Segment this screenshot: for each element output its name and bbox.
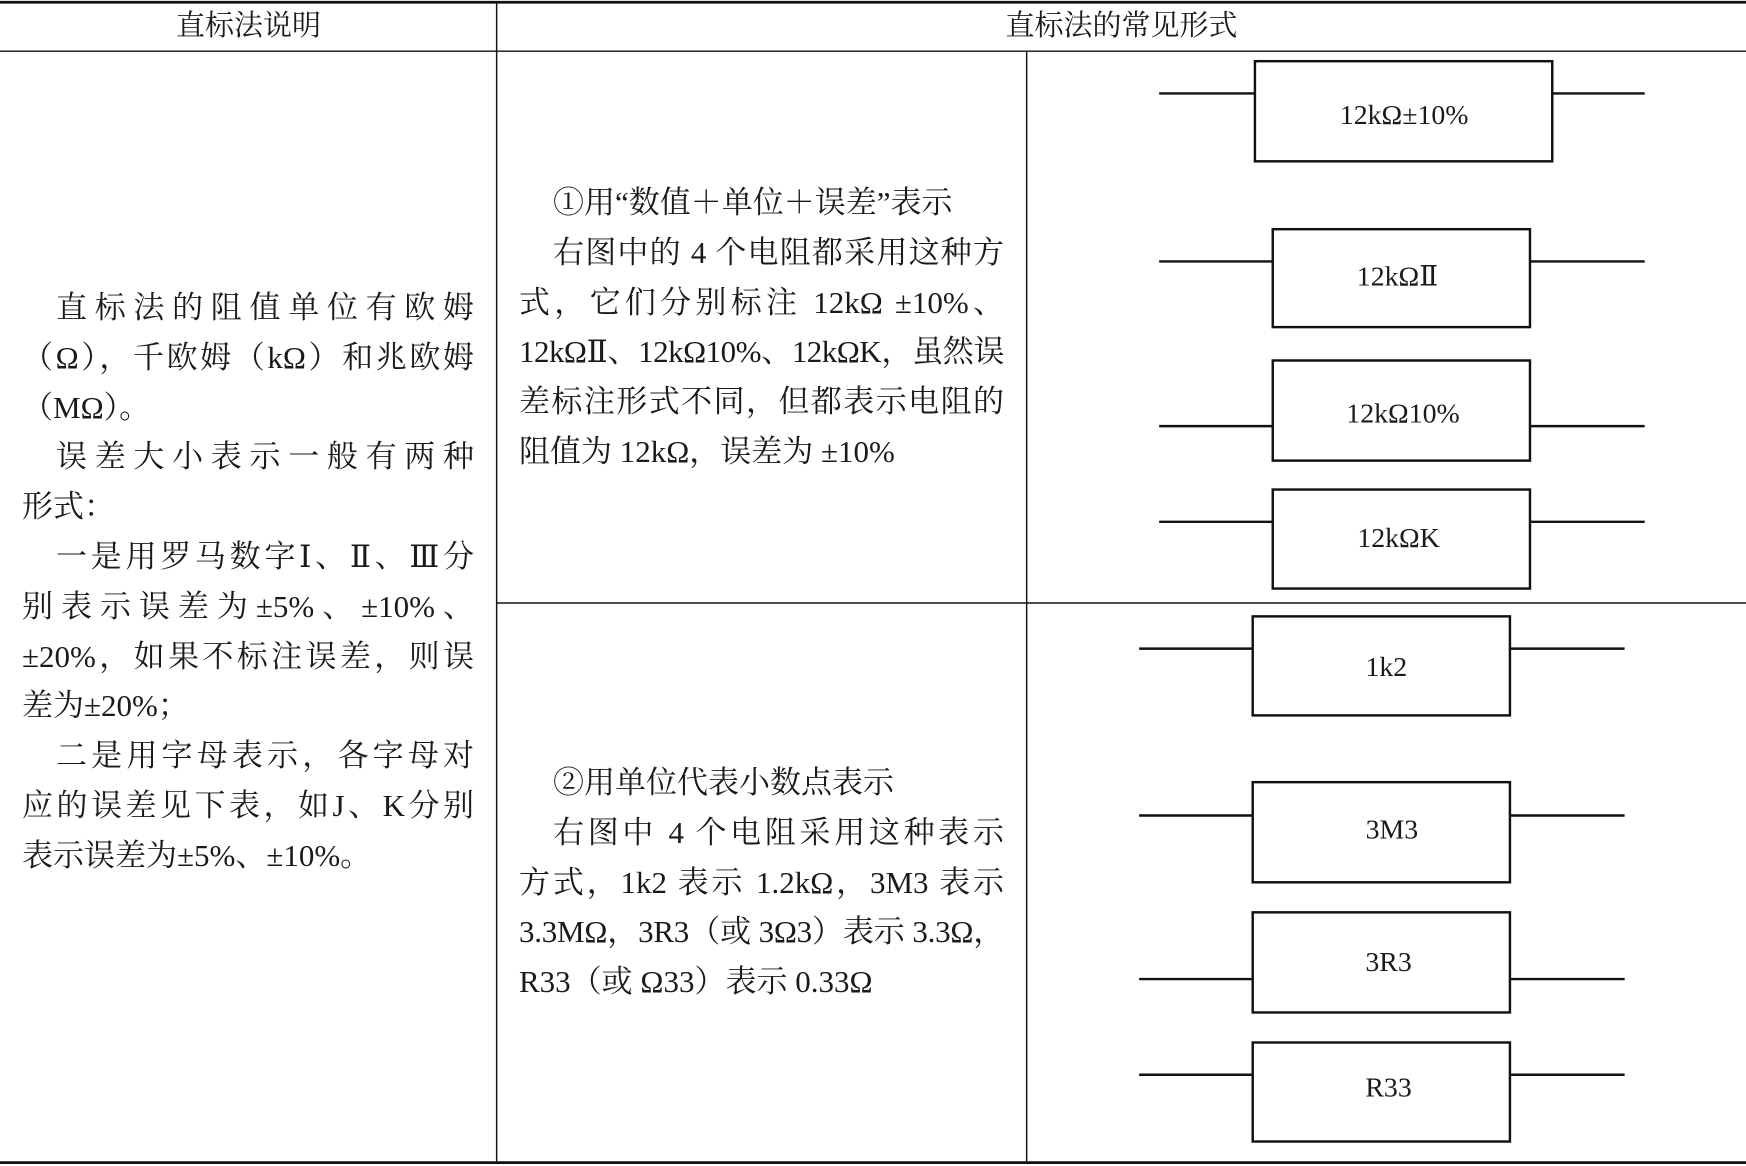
text-line: 形式： — [22, 489, 115, 525]
resistor-label: 12kΩ10% — [1346, 398, 1460, 430]
upper-method-description — [519, 178, 1004, 477]
text-line: ①用“数值＋单位＋误差”表示 — [553, 185, 953, 220]
resistor-label: R33 — [1365, 1072, 1412, 1104]
resistor-label: 12kΩK — [1357, 523, 1440, 554]
text-line: 右图中 4 个电阻采用这种表示 — [553, 814, 1004, 850]
resistor-label: 3M3 — [1365, 814, 1419, 846]
text-line: 直标法的阻值单位有欧姆 — [56, 290, 474, 325]
text-line: ②用单位代表小数点表示 — [553, 765, 894, 800]
text-line: 方式，1k2 表示 1.2kΩ，3M3 表示 — [519, 864, 1004, 900]
text-line: 应的误差见下表，如J、K分别 — [22, 787, 474, 823]
header-right-title: 直标法的常见形式 — [1005, 10, 1238, 42]
text-line: 差为±20%； — [22, 688, 189, 724]
text-line: 二是用字母表示，各字母对 — [56, 738, 474, 774]
text-line: 别表示误差为±5%、±10%、 — [22, 588, 474, 624]
resistor-label: 3R3 — [1365, 946, 1412, 978]
text-line: 表示误差为±5%、±10%。 — [22, 837, 372, 873]
text-line: 式，它们分别标注 12kΩ ±10%、 — [519, 284, 1004, 320]
text-line: ±20%，如果不标注误差，则误 — [22, 638, 474, 674]
text-line: （Ω），千欧姆（kΩ）和兆欧姆 — [22, 339, 474, 375]
header-left-title: 直标法说明 — [175, 10, 321, 42]
text-line: 差标注形式不同，但都表示电阻的 — [519, 384, 1004, 420]
resistor-label: 12kΩ±10% — [1339, 100, 1469, 132]
text-line: 右图中的 4 个电阻都采用这种方 — [553, 234, 1004, 270]
left-column-description — [22, 283, 474, 881]
text-line: （MΩ）。 — [22, 389, 151, 425]
text-line: 阻值为 12kΩ，误差为 ±10% — [519, 433, 895, 469]
resistor-label: 1k2 — [1365, 652, 1408, 684]
text-line: 一是用罗马数字Ⅰ、Ⅱ、Ⅲ分 — [56, 538, 474, 574]
text-line: R33（或 Ω33）表示 0.33Ω — [519, 964, 873, 1000]
text-line: 3.3MΩ，3R3（或 3Ω3）表示 3.3Ω， — [519, 914, 1004, 950]
lower-method-description — [519, 758, 1004, 1007]
resistor-label: 12kΩⅡ — [1356, 261, 1439, 293]
text-line: 误差大小表示一般有两种 — [56, 439, 474, 475]
text-line: 12kΩⅡ、12kΩ10%、12kΩK，虽然误 — [519, 334, 1004, 370]
